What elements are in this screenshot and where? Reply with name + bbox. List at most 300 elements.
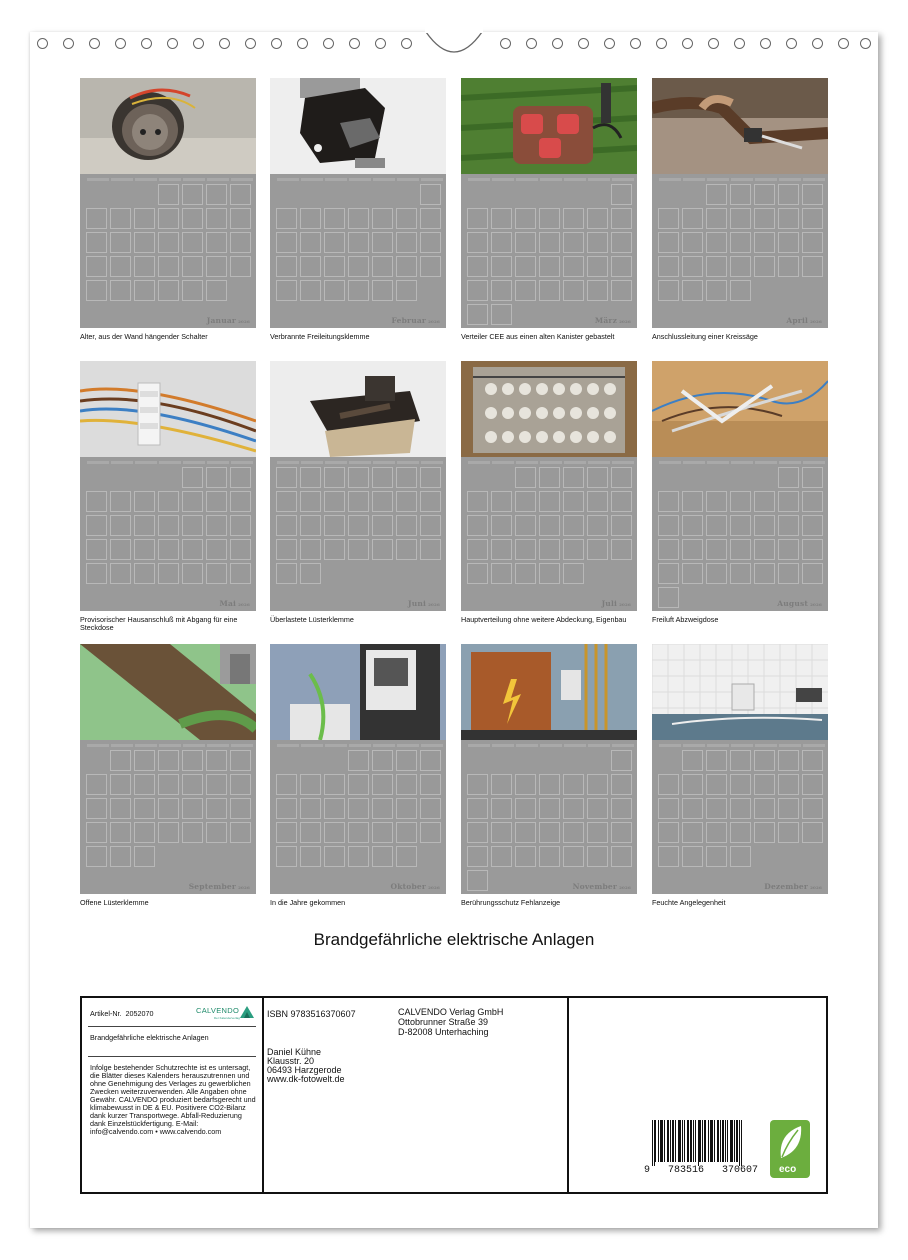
- day-cell: [682, 798, 703, 819]
- day-cell: [730, 256, 751, 277]
- day-cell: [539, 798, 560, 819]
- day-cell: [324, 208, 345, 229]
- photo-caption: In die Jahre gekommen: [270, 898, 346, 907]
- binding-hole: [860, 38, 871, 49]
- eco-badge: [770, 1120, 810, 1178]
- day-cell: [396, 232, 417, 253]
- month-year: 2026: [619, 319, 631, 324]
- day-cell: [86, 798, 107, 819]
- eco-label: eco: [779, 1164, 797, 1175]
- day-cell: [206, 563, 227, 584]
- day-cell: [658, 774, 679, 795]
- month-name: Mai: [219, 599, 237, 608]
- day-cell: [206, 280, 227, 301]
- legal-notice: Infolge bestehender Schutzrechte ist es untersagt, die Blätter dieses Kalenders herauszutrennen und ohne Genehmigung des Verlages zu gewerblichen Zwecken weiterzuverwenden. Alle Angaben ohne Gewähr. CALVENDO produziert bedarfsgerecht und klimabewusst in DE & EU. Positivere CO2-Bilanz dank kurzer Transportwege. Abfall-Reduzierung dank Einzelstückfertigung. E-Mail: info@calvendo.com • www.calvendo.com: [90, 1063, 256, 1136]
- day-cell: [467, 798, 488, 819]
- photo-caption: Offene Lüsterklemme: [80, 898, 149, 907]
- day-cell: [611, 184, 632, 205]
- day-cell: [467, 232, 488, 253]
- day-cell: [730, 563, 751, 584]
- day-cell: [324, 822, 345, 843]
- day-cell: [110, 256, 131, 277]
- month-name: Dezember: [764, 882, 809, 891]
- day-cell: [300, 467, 321, 488]
- day-cell: [134, 846, 155, 867]
- day-cell: [539, 208, 560, 229]
- day-cell: [276, 774, 297, 795]
- day-cell: [611, 491, 632, 512]
- day-cell: [182, 232, 203, 253]
- calendar-grid: [80, 740, 256, 894]
- day-cell: [396, 846, 417, 867]
- weekday-header: [183, 178, 205, 181]
- binding-hole: [552, 38, 563, 49]
- calvendo-mark-icon: [240, 1006, 254, 1018]
- weekday-header: [111, 461, 133, 464]
- day-cell: [182, 280, 203, 301]
- weekday-header: [540, 178, 562, 181]
- day-cell: [491, 491, 512, 512]
- day-cell: [778, 515, 799, 536]
- day-cell: [348, 256, 369, 277]
- day-cell: [587, 491, 608, 512]
- day-cell: [778, 822, 799, 843]
- day-cell: [206, 798, 227, 819]
- day-cell: [182, 256, 203, 277]
- day-cell: [206, 750, 227, 771]
- day-cell: [587, 846, 608, 867]
- day-cell: [563, 563, 584, 584]
- isbn: ISBN 9783516370607: [267, 1009, 356, 1019]
- day-cell: [230, 798, 251, 819]
- day-cell: [730, 774, 751, 795]
- month-year: 2026: [810, 319, 822, 324]
- day-cell: [396, 798, 417, 819]
- day-cell: [134, 491, 155, 512]
- day-cell: [515, 491, 536, 512]
- day-cell: [300, 491, 321, 512]
- weekday-header: [540, 744, 562, 747]
- weekday-header: [564, 461, 586, 464]
- weekday-header: [231, 178, 253, 181]
- day-cell: [206, 491, 227, 512]
- day-cell: [682, 539, 703, 560]
- weekday-header: [207, 744, 229, 747]
- day-cell: [348, 822, 369, 843]
- month-year: 2026: [810, 602, 822, 607]
- day-cell: [86, 232, 107, 253]
- day-cell: [706, 846, 727, 867]
- photo-caption: Provisorischer Hausanschluß mit Abgang für eine Steckdose: [80, 615, 238, 632]
- day-cell: [682, 563, 703, 584]
- photo-caption: Feuchte Angelegenheit: [652, 898, 726, 907]
- day-cell: [276, 846, 297, 867]
- day-cell: [539, 846, 560, 867]
- day-cell: [396, 256, 417, 277]
- weekday-header: [277, 744, 299, 747]
- day-cell: [515, 208, 536, 229]
- weekday-header: [588, 461, 610, 464]
- day-cell: [420, 539, 441, 560]
- day-cell: [754, 539, 775, 560]
- day-cell: [563, 280, 584, 301]
- day-cell: [420, 467, 441, 488]
- day-cell: [372, 208, 393, 229]
- day-cell: [778, 563, 799, 584]
- day-cell: [230, 515, 251, 536]
- weekday-header: [373, 744, 395, 747]
- day-cell: [324, 491, 345, 512]
- day-cell: [754, 184, 775, 205]
- day-cell: [182, 750, 203, 771]
- day-cell: [420, 491, 441, 512]
- day-cell: [802, 467, 823, 488]
- day-cell: [110, 280, 131, 301]
- day-cell: [778, 467, 799, 488]
- day-cell: [134, 280, 155, 301]
- day-cell: [420, 798, 441, 819]
- day-cell: [754, 208, 775, 229]
- binding-hole: [526, 38, 537, 49]
- day-cell: [658, 587, 679, 608]
- month-year: 2026: [428, 319, 440, 324]
- day-cell: [611, 256, 632, 277]
- day-cell: [611, 467, 632, 488]
- day-cell: [348, 846, 369, 867]
- month-name: März: [594, 316, 618, 325]
- month-label: [408, 599, 440, 608]
- day-cell: [86, 491, 107, 512]
- author-website: www.dk-fotowelt.de: [267, 1074, 345, 1084]
- day-cell: [134, 822, 155, 843]
- month-photo: [461, 78, 637, 174]
- binding-hole: [349, 38, 360, 49]
- day-cell: [420, 256, 441, 277]
- day-cell: [396, 774, 417, 795]
- weekday-header: [707, 461, 729, 464]
- day-cell: [467, 822, 488, 843]
- weekday-header: [564, 178, 586, 181]
- day-cell: [778, 491, 799, 512]
- weekday-header: [755, 744, 777, 747]
- month-label: [207, 316, 250, 325]
- day-cell: [658, 208, 679, 229]
- month-photo: [461, 644, 637, 740]
- weekday-header: [731, 461, 753, 464]
- day-cell: [802, 491, 823, 512]
- month-year: 2026: [238, 319, 250, 324]
- weekday-header: [492, 461, 514, 464]
- day-cell: [276, 563, 297, 584]
- author-city: 06493 Harzgerode: [267, 1065, 342, 1075]
- photo-caption: Freiluft Abzweigdose: [652, 615, 719, 624]
- divider: [262, 998, 264, 1192]
- weekday-header: [659, 744, 681, 747]
- day-cell: [491, 846, 512, 867]
- day-cell: [682, 208, 703, 229]
- day-cell: [158, 774, 179, 795]
- day-cell: [682, 822, 703, 843]
- day-cell: [420, 232, 441, 253]
- day-cell: [658, 280, 679, 301]
- day-cell: [324, 256, 345, 277]
- day-cell: [110, 563, 131, 584]
- day-cell: [491, 515, 512, 536]
- weekday-header: [111, 744, 133, 747]
- binding-hole: [245, 38, 256, 49]
- day-cell: [324, 467, 345, 488]
- day-cell: [563, 208, 584, 229]
- day-cell: [372, 256, 393, 277]
- month-name: Juli: [601, 599, 618, 608]
- day-cell: [110, 491, 131, 512]
- day-cell: [730, 798, 751, 819]
- day-cell: [706, 539, 727, 560]
- day-cell: [754, 515, 775, 536]
- day-cell: [324, 774, 345, 795]
- day-cell: [682, 280, 703, 301]
- binding-hole: [604, 38, 615, 49]
- month-photo: [652, 361, 828, 457]
- day-cell: [587, 467, 608, 488]
- day-cell: [491, 822, 512, 843]
- day-cell: [182, 563, 203, 584]
- day-cell: [324, 280, 345, 301]
- day-cell: [563, 232, 584, 253]
- day-cell: [802, 798, 823, 819]
- day-cell: [539, 539, 560, 560]
- day-cell: [563, 491, 584, 512]
- day-cell: [611, 539, 632, 560]
- day-cell: [372, 846, 393, 867]
- day-cell: [324, 798, 345, 819]
- day-cell: [348, 798, 369, 819]
- weekday-header: [755, 178, 777, 181]
- binding-hole: [656, 38, 667, 49]
- day-cell: [587, 515, 608, 536]
- day-cell: [754, 822, 775, 843]
- calendar-grid: [461, 174, 637, 328]
- binding-hole: [682, 38, 693, 49]
- day-cell: [396, 515, 417, 536]
- weekday-header: [588, 178, 610, 181]
- day-cell: [372, 750, 393, 771]
- weekday-header: [207, 461, 229, 464]
- day-cell: [206, 184, 227, 205]
- day-cell: [182, 822, 203, 843]
- month-year: 2026: [619, 602, 631, 607]
- day-cell: [515, 256, 536, 277]
- day-cell: [611, 208, 632, 229]
- weekday-header: [707, 178, 729, 181]
- weekday-header: [87, 461, 109, 464]
- binding-hole: [141, 38, 152, 49]
- day-cell: [802, 774, 823, 795]
- day-cell: [754, 774, 775, 795]
- day-cell: [324, 846, 345, 867]
- binding-hole: [167, 38, 178, 49]
- day-cell: [802, 750, 823, 771]
- day-cell: [206, 822, 227, 843]
- day-cell: [658, 846, 679, 867]
- day-cell: [182, 539, 203, 560]
- weekday-header: [612, 178, 634, 181]
- hanger-cutout-icon: [425, 22, 483, 58]
- weekday-header: [779, 461, 801, 464]
- day-cell: [778, 208, 799, 229]
- weekday-header: [111, 178, 133, 181]
- day-cell: [467, 870, 488, 891]
- day-cell: [86, 774, 107, 795]
- day-cell: [420, 208, 441, 229]
- day-cell: [802, 184, 823, 205]
- weekday-header: [397, 744, 419, 747]
- day-cell: [658, 563, 679, 584]
- day-cell: [86, 563, 107, 584]
- day-cell: [754, 563, 775, 584]
- day-cell: [730, 539, 751, 560]
- day-cell: [110, 822, 131, 843]
- day-cell: [563, 774, 584, 795]
- day-cell: [778, 750, 799, 771]
- day-cell: [467, 208, 488, 229]
- day-cell: [348, 515, 369, 536]
- day-cell: [611, 822, 632, 843]
- day-cell: [515, 467, 536, 488]
- day-cell: [158, 539, 179, 560]
- weekday-header: [325, 461, 347, 464]
- photo-caption: Alter, aus der Wand hängender Schalter: [80, 332, 208, 341]
- calendar-grid: [652, 740, 828, 894]
- day-cell: [206, 539, 227, 560]
- day-cell: [802, 822, 823, 843]
- photo-caption: Verbrannte Freileitungsklemme: [270, 332, 370, 341]
- day-cell: [300, 563, 321, 584]
- weekday-header: [755, 461, 777, 464]
- day-cell: [348, 467, 369, 488]
- month-label: [786, 316, 822, 325]
- author-street: Klausstr. 20: [267, 1056, 315, 1066]
- day-cell: [182, 491, 203, 512]
- day-cell: [300, 280, 321, 301]
- weekday-header: [373, 178, 395, 181]
- day-cell: [206, 774, 227, 795]
- day-cell: [491, 256, 512, 277]
- weekday-header: [731, 178, 753, 181]
- weekday-header: [301, 744, 323, 747]
- weekday-header: [683, 178, 705, 181]
- day-cell: [372, 491, 393, 512]
- month-year: 2026: [238, 602, 250, 607]
- day-cell: [563, 846, 584, 867]
- day-cell: [563, 515, 584, 536]
- day-cell: [396, 822, 417, 843]
- calendar-grid: [270, 740, 446, 894]
- day-cell: [802, 515, 823, 536]
- day-cell: [182, 798, 203, 819]
- day-cell: [706, 256, 727, 277]
- day-cell: [706, 491, 727, 512]
- month-name: Juni: [407, 599, 427, 608]
- day-cell: [300, 232, 321, 253]
- day-cell: [467, 539, 488, 560]
- day-cell: [230, 822, 251, 843]
- day-cell: [86, 539, 107, 560]
- divider: [88, 1026, 256, 1027]
- day-cell: [563, 467, 584, 488]
- day-cell: [300, 539, 321, 560]
- day-cell: [611, 798, 632, 819]
- day-cell: [539, 491, 560, 512]
- month-name: September: [188, 882, 237, 891]
- weekday-header: [373, 461, 395, 464]
- weekday-header: [731, 744, 753, 747]
- day-cell: [158, 798, 179, 819]
- day-cell: [515, 798, 536, 819]
- day-cell: [539, 774, 560, 795]
- binding-hole: [630, 38, 641, 49]
- barcode-digits: 9 783516 370607: [644, 1165, 759, 1176]
- month-label: [392, 316, 440, 325]
- weekday-header: [683, 461, 705, 464]
- day-cell: [587, 208, 608, 229]
- weekday-header: [803, 461, 825, 464]
- day-cell: [587, 256, 608, 277]
- day-cell: [276, 515, 297, 536]
- day-cell: [230, 208, 251, 229]
- binding-hole: [760, 38, 771, 49]
- day-cell: [515, 774, 536, 795]
- day-cell: [563, 822, 584, 843]
- calendar-grid: [461, 740, 637, 894]
- weekday-header: [492, 178, 514, 181]
- weekday-header: [277, 178, 299, 181]
- month-year: 2026: [619, 885, 631, 890]
- binding-hole: [323, 38, 334, 49]
- binding-hole: [812, 38, 823, 49]
- month-name: November: [572, 882, 618, 891]
- day-cell: [86, 846, 107, 867]
- day-cell: [420, 822, 441, 843]
- day-cell: [158, 184, 179, 205]
- day-cell: [587, 280, 608, 301]
- day-cell: [491, 304, 512, 325]
- calendar-grid: [80, 457, 256, 611]
- day-cell: [134, 798, 155, 819]
- day-cell: [230, 256, 251, 277]
- day-cell: [396, 491, 417, 512]
- month-label: [390, 882, 440, 891]
- day-cell: [467, 256, 488, 277]
- month-year: 2026: [238, 885, 250, 890]
- day-cell: [158, 822, 179, 843]
- day-cell: [802, 256, 823, 277]
- weekday-header: [277, 461, 299, 464]
- weekday-header: [87, 178, 109, 181]
- weekday-header: [325, 744, 347, 747]
- day-cell: [324, 515, 345, 536]
- day-cell: [276, 539, 297, 560]
- day-cell: [467, 774, 488, 795]
- day-cell: [467, 491, 488, 512]
- binding-hole: [219, 38, 230, 49]
- weekday-header: [612, 744, 634, 747]
- weekday-header: [231, 744, 253, 747]
- binding-hole: [271, 38, 282, 49]
- day-cell: [539, 467, 560, 488]
- day-cell: [587, 798, 608, 819]
- day-cell: [658, 515, 679, 536]
